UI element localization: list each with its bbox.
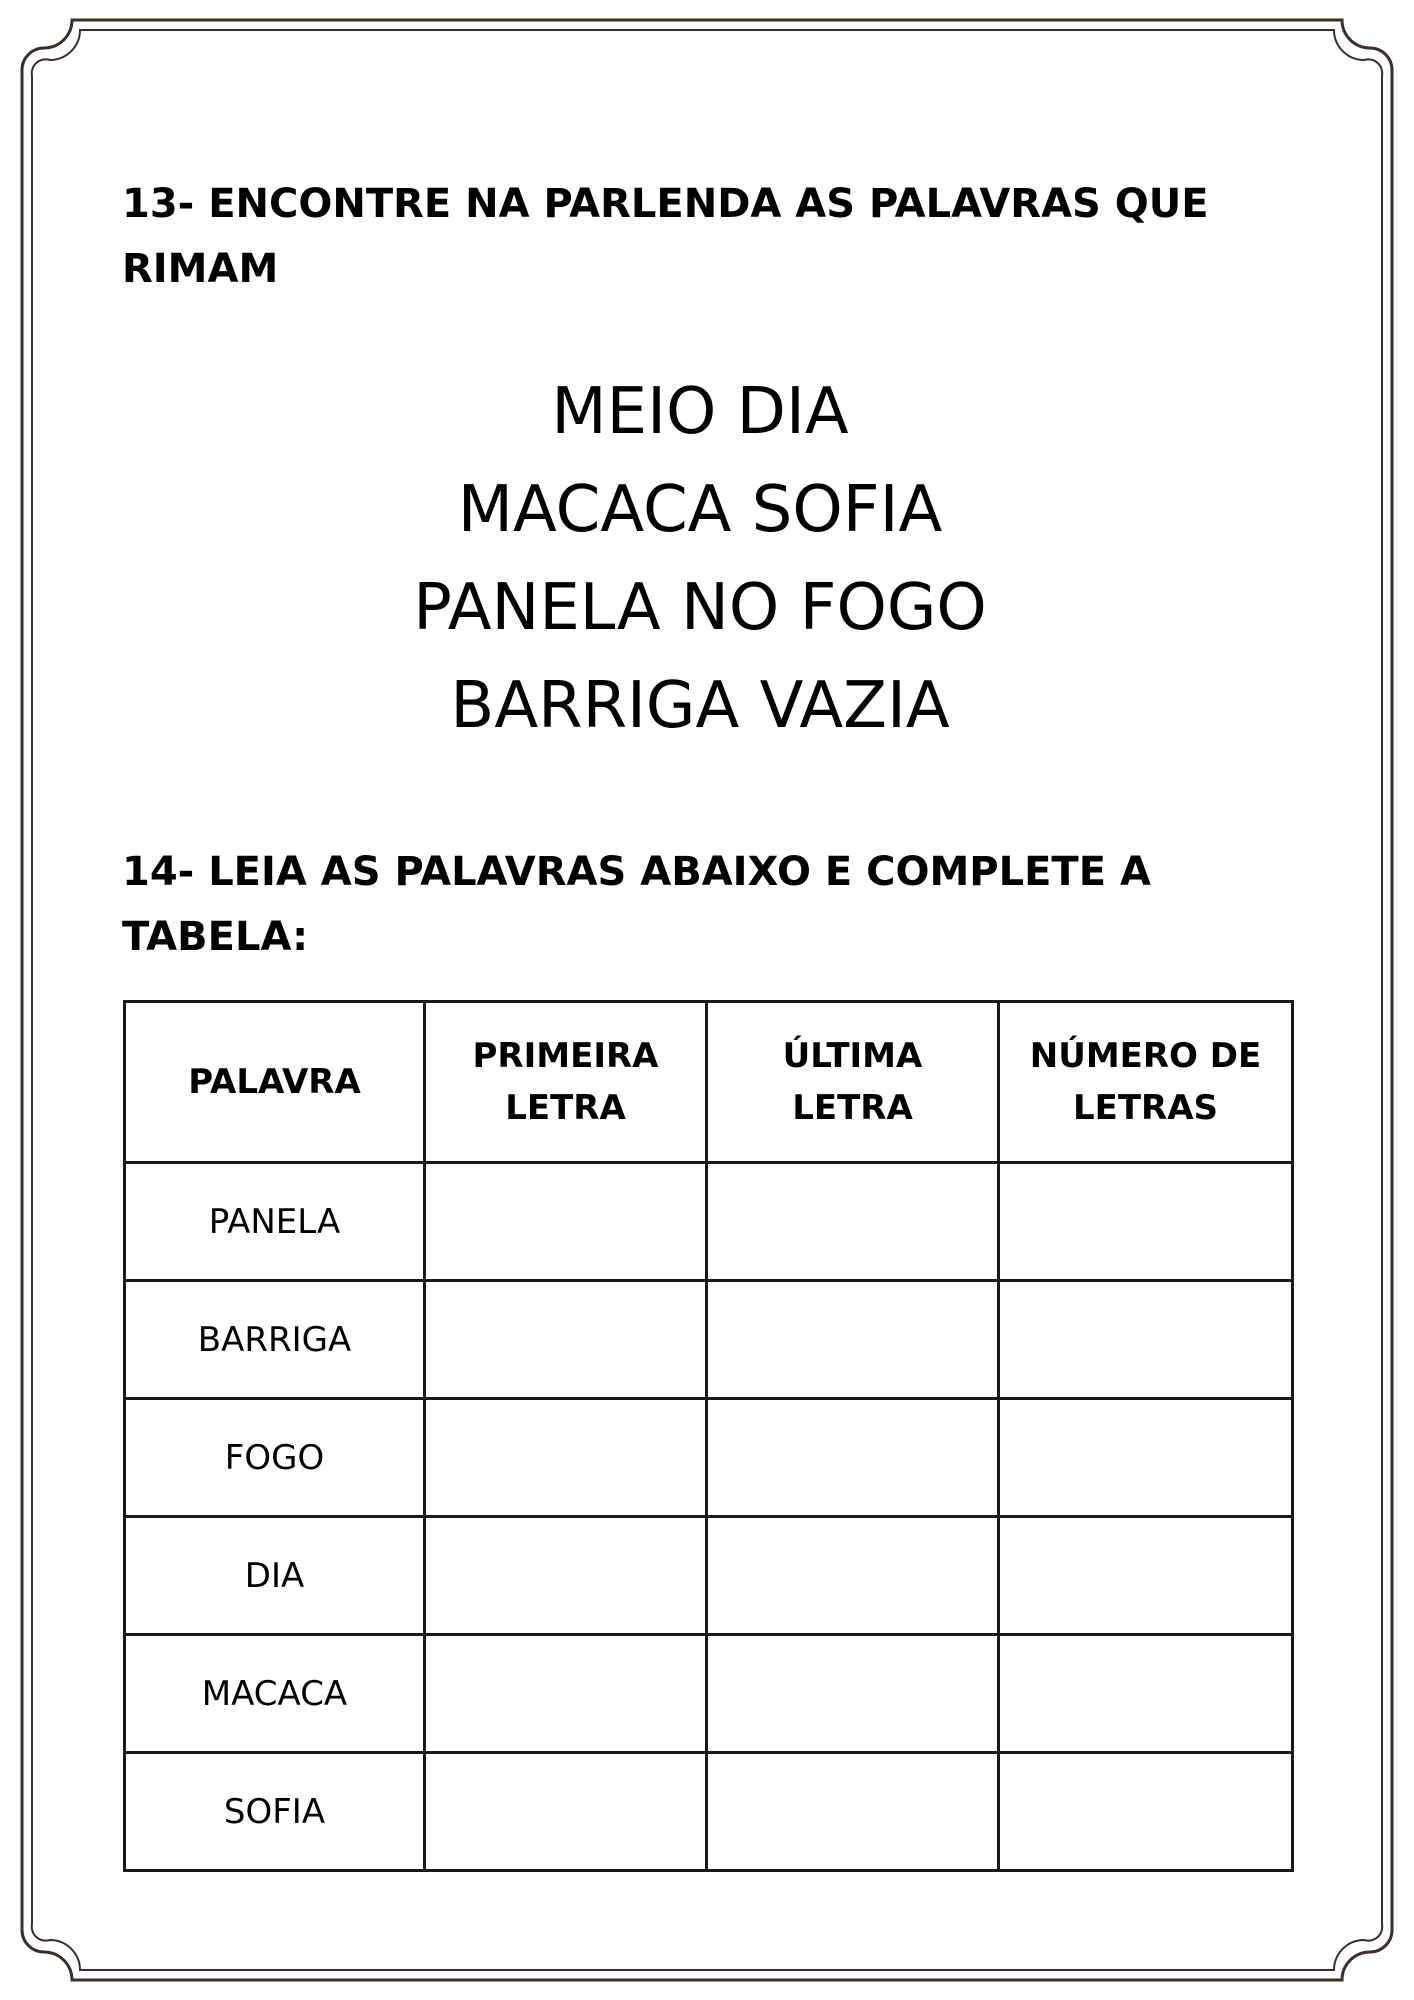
word-cell: MACACA (125, 1635, 425, 1753)
header-palavra: PALAVRA (125, 1002, 425, 1163)
last-letter-cell[interactable] (707, 1635, 999, 1753)
table-row (125, 1635, 1293, 1753)
last-letter-cell[interactable] (707, 1281, 999, 1399)
header-ultima-letra (707, 1002, 999, 1163)
first-letter-cell[interactable] (425, 1753, 707, 1871)
last-letter-cell[interactable] (707, 1399, 999, 1517)
header-ultima-letra-label: ÚLTIMA LETRA (782, 1036, 923, 1128)
header-primeira-letra (425, 1002, 707, 1163)
header-primeira-letra-label: PRIMEIRA LETRA (472, 1036, 659, 1128)
first-letter-cell[interactable] (425, 1281, 707, 1399)
header-numero-de-letras-label: NÚMERO DE LETRAS (1029, 1036, 1262, 1128)
poem-line-3: PANELA NO FOGO (413, 571, 987, 645)
poem-line-1: MEIO DIA (551, 375, 849, 449)
first-letter-cell[interactable] (425, 1163, 707, 1281)
table-row (125, 1517, 1293, 1635)
header-numero-de-letras (999, 1002, 1293, 1163)
first-letter-cell[interactable] (425, 1517, 707, 1635)
word-cell: PANELA (125, 1163, 425, 1281)
poem-line-2: MACACA SOFIA (457, 473, 943, 547)
word-cell: BARRIGA (125, 1281, 425, 1399)
table-row (125, 1399, 1293, 1517)
last-letter-cell[interactable] (707, 1517, 999, 1635)
table-row (125, 1753, 1293, 1871)
word-cell: FOGO (125, 1399, 425, 1517)
letter-count-cell[interactable] (999, 1163, 1293, 1281)
word-cell: DIA (125, 1517, 425, 1635)
table-row (125, 1163, 1293, 1281)
question-14-title: 14- LEIA AS PALAVRAS ABAIXO E COMPLETE A TABELA: (122, 849, 1151, 960)
letter-count-cell[interactable] (999, 1753, 1293, 1871)
word-analysis-table (123, 1000, 1294, 1872)
word-cell: SOFIA (125, 1753, 425, 1871)
first-letter-cell[interactable] (425, 1399, 707, 1517)
letter-count-cell[interactable] (999, 1399, 1293, 1517)
letter-count-cell[interactable] (999, 1517, 1293, 1635)
question-13-title: 13- ENCONTRE NA PARLENDA AS PALAVRAS QUE RIMAM (122, 181, 1209, 292)
letter-count-cell[interactable] (999, 1281, 1293, 1399)
table-row (125, 1281, 1293, 1399)
table-header-row (125, 1002, 1293, 1163)
last-letter-cell[interactable] (707, 1163, 999, 1281)
last-letter-cell[interactable] (707, 1753, 999, 1871)
parlenda-poem (200, 363, 1200, 755)
first-letter-cell[interactable] (425, 1635, 707, 1753)
poem-line-4: BARRIGA VAZIA (450, 669, 950, 743)
letter-count-cell[interactable] (999, 1635, 1293, 1753)
